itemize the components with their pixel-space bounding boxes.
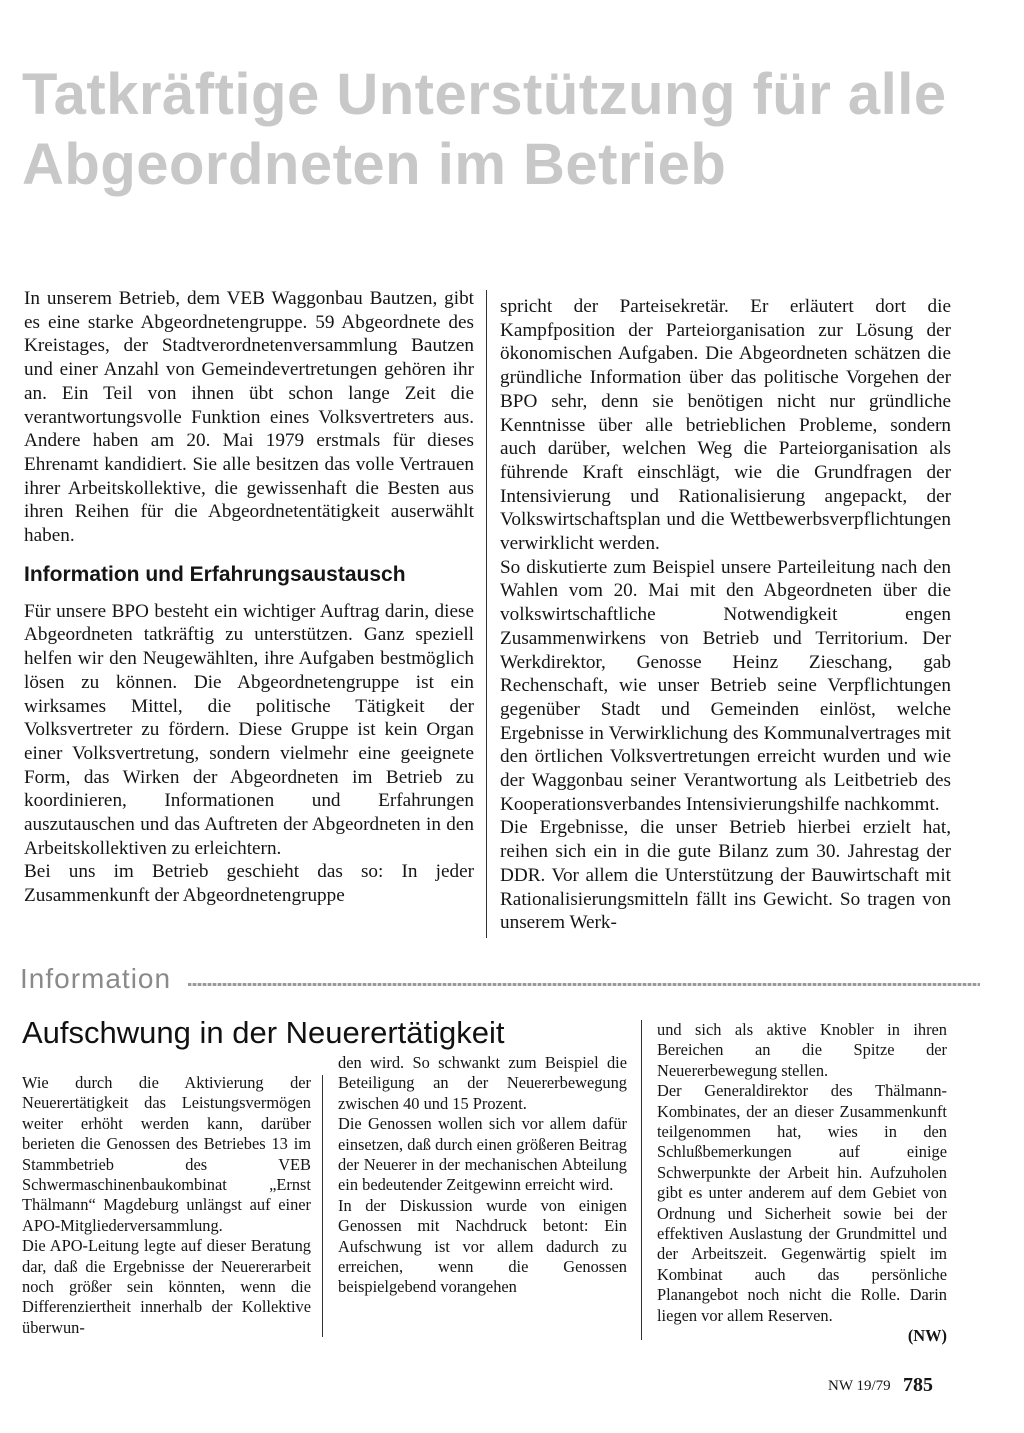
article2-col3-paragraph-2: Der Generaldirektor des Thälmann-Kombinates, der an dieser Zusammenkunft teilgenommen hat, wies in den Schlußbemerkungen auf einige Schwerpunkte der Arbeit hin. Aufzuholen gibt es unter anderem auf dem Gebiet von Ordnung und Sicherheit sowie bei der effektiven Auslastung der Grundmittel und der Arbeitszeit. Gegenwärtig spielt im Kombinat auch das persönliche Planangebot noch nicht die Rolle. Darin liegen vor allem Reserven. [657,1081,947,1325]
article2-col2-paragraph-2: Die Genossen wollen sich vor allem dafür einsetzen, daß durch einen größeren Beitrag der Neuerer in der mechanischen Abteilung ein bedeutender Zeitgewinn erreicht wird. [338,1114,627,1195]
article2-column-3 [657,1020,947,1347]
article1-right-paragraph-1: spricht der Parteisekretär. Er erläutert dort die Kampfposition der Parteiorganisation zur Lösung der ökonomischen Aufgaben. Die Abgeordneten schätzen die gründliche Information über das politische Vorgehen der BPO sehr, denn sie benötigen nicht nur gründliche Kenntnisse über alle betrieblichen Probleme, sondern auch darüber, welchen Weg die Parteiorganisation als führende Kraft einschlägt, wie die Grundfragen der Intensivierung und Rationalisierung angepackt, der Volkswirtschaftsplan und die Wettbewerbsverpflichtungen verwirklicht werden. [500,296,951,555]
article1-left-paragraph-3: Bei uns im Betrieb geschieht das so: In jeder Zusammenkunft der Abgeordnetengruppe [24,861,474,907]
article2-column-2 [338,1053,627,1298]
article2-col3-paragraph-1: und sich als aktive Knobler in ihren Bereichen an die Spitze der Neuererbewegung stellen. [657,1020,947,1080]
headline: Tatkräftige Unterstützung für alle Abgeordneten im Betrieb [22,62,947,197]
article1-left-column [24,287,474,908]
article2-signature: (NW) [907,1326,947,1346]
article1-left-paragraph-2: Für unsere BPO besteht ein wichtiger Auftrag darin, diese Abgeordneten tatkräftig zu unterstützen. Ganz speziell helfen wir den Neugewählten, ihre Aufgaben bestmöglich lösen zu können. Die Abgeordnetengruppe ist ein wirksames Mittel, die politische Tätigkeit der Volksvertreter zu fördern. Diese Gruppe ist kein Organ einer Volksvertretung, sondern vielmehr eine geeignete Form, das Wirken der Abgeordneten im Betrieb zu koordinieren, Informationen und Erfahrungen auszutauschen und das Auftreten der Abgeordneten in den Arbeitskollektiven zu erleichtern. [24,600,474,859]
section-rule [188,983,980,986]
page-number: 785 [903,1374,933,1396]
article2-column-1 [22,1073,311,1338]
article2-column-divider-1 [322,1075,323,1337]
article1-right-column [500,295,951,935]
issue-number: NW 19/79 [828,1378,891,1394]
article2-col2-paragraph-1: den wird. So schwankt zum Beispiel die Beteiligung an der Neuererbewegung zwischen 40 und 15 Prozent. [338,1053,627,1113]
article1-right-paragraph-3: Die Ergebnisse, die unser Betrieb hierbei erzielt hat, reihen sich ein in die gute Bilanz zum 30. Jahrestag der DDR. Vor allem die Unterstützung der Bauwirtschaft mit Rationalisierungsmitteln fällt ins Gewicht. So tragen von unserem Werk- [500,817,951,934]
article2-col1-paragraph-2: Die APO-Leitung legte auf dieser Beratung dar, daß die Ergebnisse der Neuererarbeit noch größer sein könnten, wenn die Differenziertheit innerhalb der Kollektive überwun- [22,1236,311,1337]
article1-right-paragraph-2: So diskutierte zum Beispiel unsere Parteileitung nach den Wahlen vom 20. Mai mit den Abgeordneten über die volkswirtschaftliche Notwendigkeit engen Zusammenwirkens von Betrieb und Territorium. Der Werkdirektor, Genosse Heinz Zieschang, gab Rechenschaft, wie unser Betrieb seine Verpflichtungen gegenüber Stadt und Gemeinden einlöst, welche Ergebnisse in Verwirklichung des Kommunalvertrages mit den örtlichen Volksvertretungen erreicht wurden und wie der Waggonbau seiner Verantwortung als Leitbetrieb des Kooperationsverbandes Intensivierungshilfe nachkommt. [500,556,951,815]
article1-subheading: Information und Erfahrungsaustausch [24,562,406,586]
article2-col2-paragraph-3: In der Diskussion wurde von einigen Genossen mit Nachdruck betont: Ein Aufschwung ist vor allem dadurch zu erreichen, wenn die Genossen beispielgebend vorangehen [338,1195,627,1297]
article1-column-divider [486,290,487,938]
article2-col1-paragraph-1: Wie durch die Aktivierung der Neuerertätigkeit das Leistungsvermögen weiter erhöht werden kann, darüber berieten die Genossen des Betriebes 13 im Stammbetrieb des VEB Schwermaschinenbaukombinat „Ernst Thälmann“ Magdeburg unlängst auf einer APO-Mitgliederversammlung. [22,1073,311,1235]
section-label: Information [20,963,172,994]
article1-left-paragraph-1: In unserem Betrieb, dem VEB Waggonbau Bautzen, gibt es eine starke Abgeordnetengruppe. 59 Abgeordnete des Kreistages, der Stadtverordnetenversammlung Bautzen und einer Anzahl von Gemeindevertretungen gehören ihr an. Ein Teil von ihnen übt schon lange Zeit die verantwortungsvolle Funktion eines Volksvertreters aus. Andere haben am 20. Mai 1979 erstmals für dieses Ehrenamt kandidiert. Sie alle besitzen das volle Vertrauen ihrer Arbeitskollektive, die gewissenhaft die Besten aus ihren Reihen für die Abgeordnetentätigkeit auserwählt haben. [24,288,474,547]
article2-title: Aufschwung in der Neuerertätigkeit [22,1015,505,1050]
article2-column-divider-2 [641,1020,642,1340]
